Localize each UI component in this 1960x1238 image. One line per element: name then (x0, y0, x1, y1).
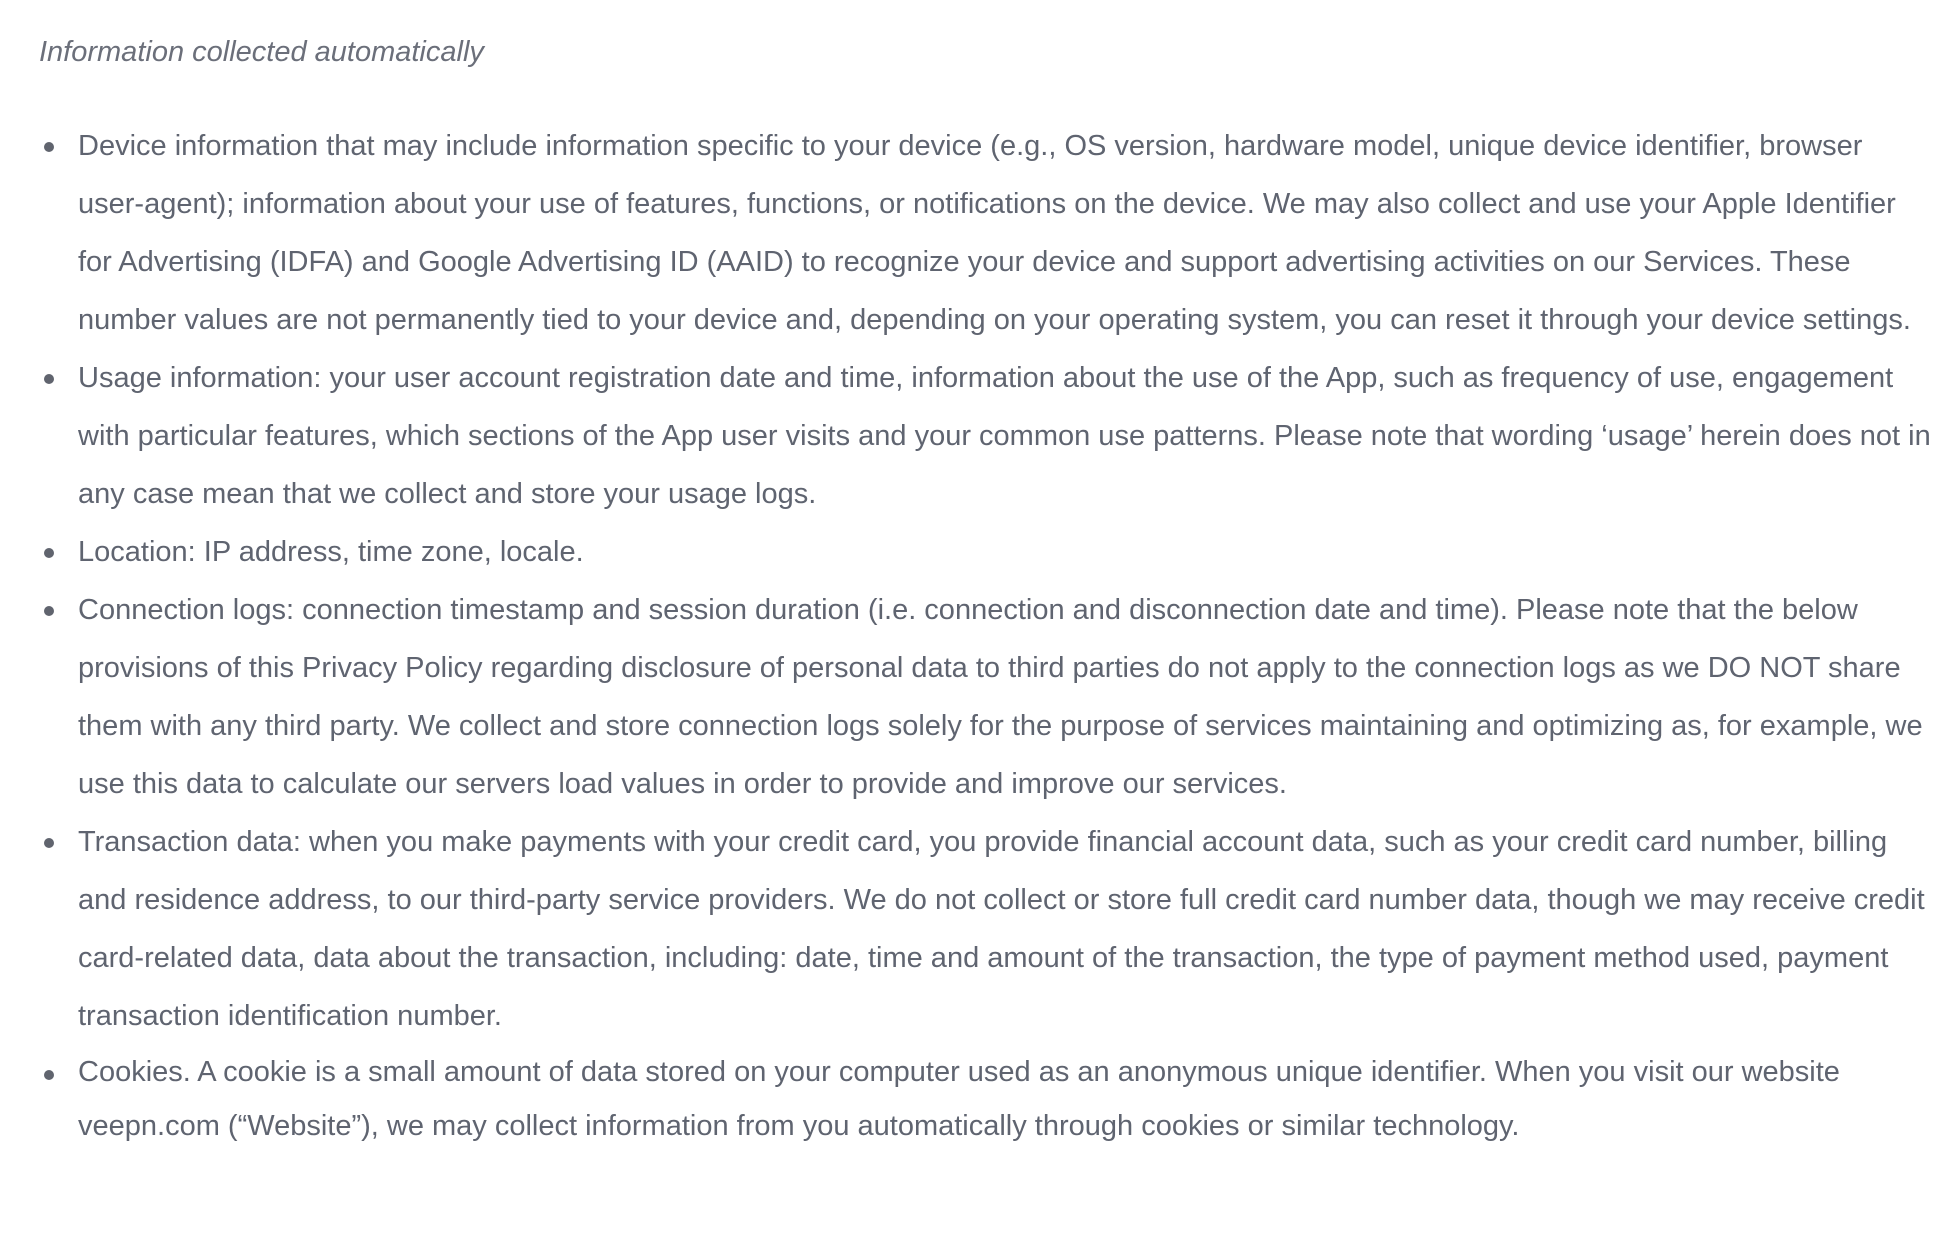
bullet-icon (44, 838, 54, 848)
list-item-text: Connection logs: connection timestamp and session duration (i.e. connection and disconnection date and time). Please note that the below provisions of this Privacy Policy regarding disclosure of personal data to third parties do not apply to the connection logs as we DO NOT share them with any third party. We collect and store connection logs solely for the purpose of services maintaining and optimizing as, for example, we use this data to calculate our servers load values in order to provide and improve our services. (78, 594, 1923, 800)
bullet-list (39, 117, 1932, 1153)
list-item-transaction-data (39, 813, 1932, 1045)
bullet-icon (44, 548, 54, 558)
list-item-text: Cookies. A cookie is a small amount of data stored on your computer used as an anonymous unique identifier. When you visit our website veepn.com (“Website”), we may collect information from you automatically through cookies or similar technology. (78, 1056, 1840, 1142)
list-item-text: Location: IP address, time zone, locale. (78, 536, 584, 568)
list-item-location (39, 523, 1932, 581)
list-item-usage-information (39, 349, 1932, 523)
list-item-connection-logs (39, 581, 1932, 813)
bullet-icon (44, 1070, 54, 1080)
list-item-text: Device information that may include information specific to your device (e.g., OS version, hardware model, unique device identifier, browser user-agent); information about your use of features, functions, or notifications on the device. We may also collect and use your Apple Identifier for Advertising (IDFA) and Google Advertising ID (AAID) to recognize your device and support advertising activities on our Services. These number values are not permanently tied to your device and, depending on your operating system, you can reset it through your device settings. (78, 130, 1911, 336)
bullet-icon (44, 606, 54, 616)
list-item-device-information (39, 117, 1932, 349)
list-item-text: Transaction data: when you make payments with your credit card, you provide financial account data, such as your credit card number, billing and residence address, to our third-party service providers. We do not collect or store full credit card number data, though we may receive credit card-related data, data about the transaction, including: date, time and amount of the transaction, the type of payment method used, payment transaction identification number. (78, 826, 1925, 1032)
bullet-icon (44, 374, 54, 384)
list-item-cookies (39, 1045, 1932, 1153)
bullet-icon (44, 142, 54, 152)
section-heading: Information collected automatically (39, 36, 484, 68)
list-item-text: Usage information: your user account registration date and time, information about the use of the App, such as frequency of use, engagement with particular features, which sections of the App user visits and your common use patterns. Please note that wording ‘usage’ herein does not in any case mean that we collect and store your usage logs. (78, 362, 1931, 510)
